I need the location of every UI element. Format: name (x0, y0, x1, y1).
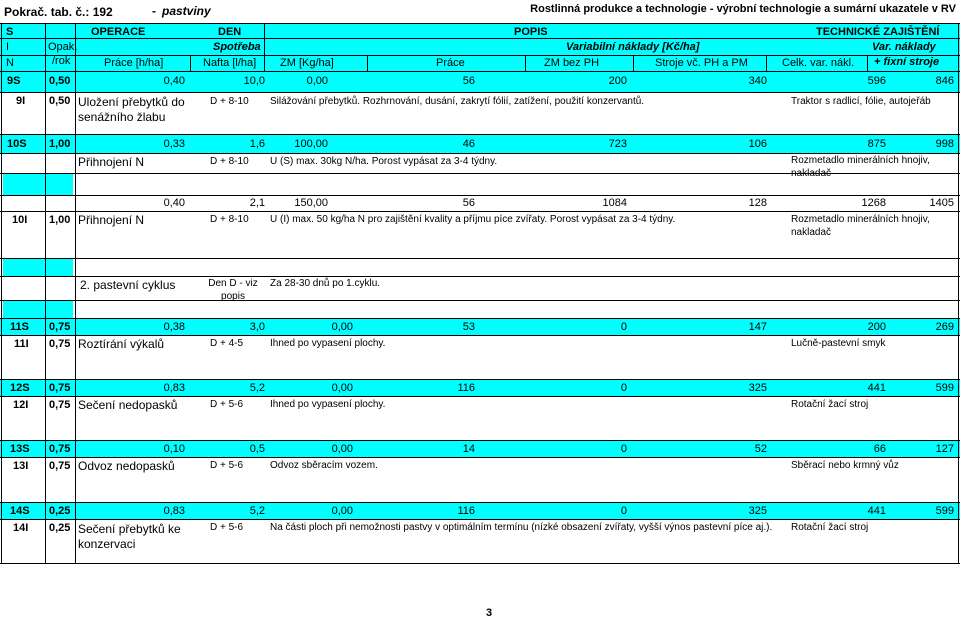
rule (0, 71, 960, 72)
val-prace-h: 0,40 (163, 197, 185, 209)
popis-text: Odvoz sběracím vozem. (270, 460, 378, 471)
val-prace-h: 0,83 (163, 505, 185, 517)
row-id: 13I (13, 460, 29, 472)
popis-text: U (I) max. 50 kg/ha N pro zajištění kvality a příjmu píce zvířaty. Porost vypásat za 3-4 týdny. (270, 214, 676, 225)
val-zm-bez-ph: 723 (608, 138, 627, 150)
rule (264, 55, 265, 71)
val-zm: 0,00 (331, 505, 353, 517)
rule (0, 276, 960, 277)
rule (0, 23, 960, 24)
row-id: 10I (12, 214, 28, 226)
operace-text: Odvoz nedopasků (78, 459, 175, 473)
operace-text: Sečení nedopasků (78, 398, 178, 412)
rule (0, 379, 960, 380)
val-celk: 596 (867, 75, 886, 87)
val-prace-kc: 116 (457, 505, 475, 517)
popis-text: Za 28-30 dnů po 1.cyklu. (270, 278, 381, 289)
col-zm: ZM [Kg/ha] (280, 57, 334, 69)
rule (633, 55, 634, 71)
row-opak: 1,00 (49, 214, 71, 226)
row-band-10s (0, 134, 960, 153)
row-id: 12I (13, 399, 29, 411)
rule (0, 396, 960, 397)
row-id: 11I (14, 338, 29, 350)
row-id: 14S (10, 505, 30, 517)
row-opak: 0,75 (49, 460, 71, 472)
popis-text: Na části ploch při nemožnosti pastvy v optimálním termínu (nízké obsazení zvířaty, vyšší výnos pastevní píce aj.). (270, 522, 773, 533)
rule (0, 195, 960, 196)
row-opak: 1,00 (49, 138, 71, 150)
row-id: 9I (16, 95, 26, 107)
rule (367, 55, 368, 71)
col-popis: POPIS (514, 26, 548, 38)
row-id: 14I (13, 522, 29, 534)
col-celk: Celk. var. nákl. (782, 57, 855, 69)
val-prace-h: 0,40 (163, 75, 185, 87)
col-opak: Opak. (48, 41, 78, 53)
col-operace: OPERACE (91, 26, 146, 38)
rule (264, 23, 265, 55)
row-id: 13S (10, 443, 30, 455)
operace-text: Přihnojení N (78, 155, 145, 169)
val-fixni: 846 (935, 75, 954, 87)
tech-text: Traktor s radlicí, fólie, autojeřáb (791, 96, 931, 107)
operace-text: Uložení přebytků do senážního žlabu (78, 95, 185, 124)
rule (0, 440, 960, 441)
val-prace-h: 0,83 (163, 382, 185, 394)
row-opak: 0,75 (49, 443, 71, 455)
val-stroje: 128 (748, 197, 767, 209)
val-celk: 875 (867, 138, 886, 150)
den-text: D + 5-6 (210, 460, 244, 471)
rule (867, 55, 868, 71)
col-s: S (6, 26, 14, 38)
tech-text: Rozmetadlo minerálních hnojiv, nakladač (791, 214, 930, 238)
val-celk: 200 (867, 321, 886, 333)
rule (0, 502, 960, 503)
val-nafta: 10,0 (243, 75, 265, 87)
val-nafta: 5,2 (249, 505, 265, 517)
val-fixni: 127 (935, 443, 954, 455)
rule (0, 300, 960, 301)
row-opak: 0,75 (49, 338, 71, 350)
col-var-naklady: Var. náklady (872, 41, 936, 53)
row-opak: 0,75 (49, 382, 71, 394)
row-opak: 0,75 (49, 399, 71, 411)
den-text: D + 5-6 (210, 522, 244, 533)
row-opak: 0,75 (49, 321, 71, 333)
rule (0, 335, 960, 336)
tech-text: Sběrací nebo krmný vůz (791, 460, 899, 471)
val-zm-bez-ph: 1084 (602, 197, 627, 209)
row-id: 10S (7, 138, 27, 150)
tech-text: Rozmetadlo minerálních hnojiv, nakladač (791, 155, 930, 179)
val-prace-kc: 53 (462, 321, 475, 333)
col-i: I (6, 41, 10, 53)
val-nafta: 0,5 (249, 443, 265, 455)
cyan-box (3, 300, 73, 318)
col-prace-h: Práce [h/ha] (104, 57, 164, 69)
rule (0, 258, 960, 259)
rule (1, 23, 2, 563)
val-stroje: 106 (748, 138, 767, 150)
rule (0, 134, 960, 135)
rule (0, 211, 960, 212)
val-zm: 150,00 (294, 197, 328, 209)
row-band-12s (0, 379, 960, 396)
col-n: N (6, 57, 14, 69)
val-fixni: 269 (935, 321, 954, 333)
rule (0, 92, 960, 93)
val-zm: 100,00 (294, 138, 328, 150)
den-text: D + 8-10 (210, 96, 249, 107)
row-opak: 0,25 (49, 522, 71, 534)
popis-text: Silážování přebytků. Rozhrnování, dusání, zakrytí fólií, zatížení, použití konzervantů. (270, 96, 645, 107)
col-nafta: Nafta [l/ha] (203, 57, 257, 69)
val-fixni: 1405 (929, 197, 954, 209)
rule (525, 55, 526, 71)
val-celk: 1268 (861, 197, 886, 209)
den-text: D + 8-10 (210, 214, 249, 225)
rule (0, 38, 960, 39)
rule (75, 23, 76, 563)
operace-text: Přihnojení N (78, 213, 145, 227)
val-fixni: 599 (935, 382, 954, 394)
val-stroje: 147 (748, 321, 767, 333)
val-zm-bez-ph: 0 (620, 321, 627, 333)
rule (766, 55, 767, 71)
den-text: D + 4-5 (210, 338, 244, 349)
col-stroje: Stroje vč. PH a PM (655, 57, 748, 69)
col-prace-kc: Práce (436, 57, 465, 69)
den-text: Den D - viz popis (208, 278, 258, 302)
val-stroje: 325 (748, 505, 767, 517)
val-zm: 0,00 (331, 382, 353, 394)
val-prace-kc: 56 (462, 75, 475, 87)
cyan-box (3, 258, 73, 276)
row-id: 9S (7, 75, 21, 87)
row-band-14s (0, 502, 960, 519)
row-opak: 0,25 (49, 505, 71, 517)
col-technicke: TECHNICKÉ ZAJIŠTĚNÍ (816, 26, 940, 38)
rule (0, 457, 960, 458)
val-zm-bez-ph: 200 (608, 75, 627, 87)
val-nafta: 1,6 (249, 138, 265, 150)
sheet-name: pastviny (162, 4, 211, 18)
val-nafta: 5,2 (249, 382, 265, 394)
val-prace-kc: 56 (462, 197, 475, 209)
val-nafta: 3,0 (249, 321, 265, 333)
val-prace-h: 0,38 (163, 321, 185, 333)
rule (0, 55, 960, 56)
col-den: DEN (218, 26, 242, 38)
row-opak: 0,50 (49, 95, 71, 107)
val-zm: 0,00 (306, 75, 328, 87)
table-number: Pokrač. tab. č.: 192 (4, 5, 113, 19)
col-spotreba: Spotřeba (213, 41, 261, 53)
header-dash: - (152, 4, 156, 18)
col-variabilni: Variabilní náklady [Kč/ha] (566, 41, 700, 53)
val-zm-bez-ph: 0 (620, 505, 627, 517)
val-zm-bez-ph: 0 (620, 382, 627, 394)
val-celk: 66 (873, 443, 886, 455)
rule (0, 318, 960, 319)
den-text: D + 5-6 (210, 399, 244, 410)
page-number: 3 (486, 607, 493, 619)
rule (0, 153, 960, 154)
popis-text: U (S) max. 30kg N/ha. Porost vypásat za 3-4 týdny. (270, 156, 498, 167)
row-band-9s (0, 71, 960, 92)
tech-text: Rotační žací stroj (791, 399, 869, 410)
popis-text: Ihned po vypasení plochy. (270, 338, 386, 349)
val-celk: 441 (867, 505, 886, 517)
val-zm: 0,00 (331, 321, 353, 333)
popis-text: Ihned po vypasení plochy. (270, 399, 386, 410)
val-prace-h: 0,33 (163, 138, 185, 150)
val-zm: 0,00 (331, 443, 353, 455)
row-band-13s (0, 440, 960, 457)
rule (958, 23, 959, 563)
row-id: 11S (10, 321, 29, 333)
row-opak: 0,50 (49, 75, 71, 87)
col-fixni: + fixní stroje (874, 56, 940, 68)
operace-text: Sečení přebytků ke konzervaci (78, 522, 181, 551)
val-zm-bez-ph: 0 (620, 443, 627, 455)
val-stroje: 52 (754, 443, 767, 455)
rule (45, 23, 46, 563)
val-stroje: 340 (748, 75, 767, 87)
val-prace-kc: 116 (457, 382, 475, 394)
row-id: 12S (10, 382, 30, 394)
cyan-box (3, 173, 73, 195)
operace-text: 2. pastevní cyklus (80, 278, 176, 292)
document-title: Rostlinná produkce a technologie - výrobní technologie a sumární ukazatele v RV (530, 3, 956, 15)
tech-text: Rotační žací stroj (791, 522, 869, 533)
rule (0, 519, 960, 520)
val-fixni: 599 (935, 505, 954, 517)
rule (190, 55, 191, 71)
tech-text: Lučně-pastevní smyk (791, 338, 886, 349)
col-rok: /rok (52, 55, 71, 67)
val-prace-kc: 14 (462, 443, 475, 455)
den-text: D + 8-10 (210, 156, 249, 167)
val-nafta: 2,1 (249, 197, 265, 209)
val-stroje: 325 (748, 382, 767, 394)
val-fixni: 998 (935, 138, 954, 150)
rule (0, 563, 960, 564)
operace-text: Roztírání výkalů (78, 337, 165, 351)
row-band-11s (0, 318, 960, 335)
val-prace-kc: 46 (462, 138, 475, 150)
col-zm-bez-ph: ZM bez PH (544, 57, 600, 69)
val-prace-h: 0,10 (163, 443, 185, 455)
val-celk: 441 (867, 382, 886, 394)
